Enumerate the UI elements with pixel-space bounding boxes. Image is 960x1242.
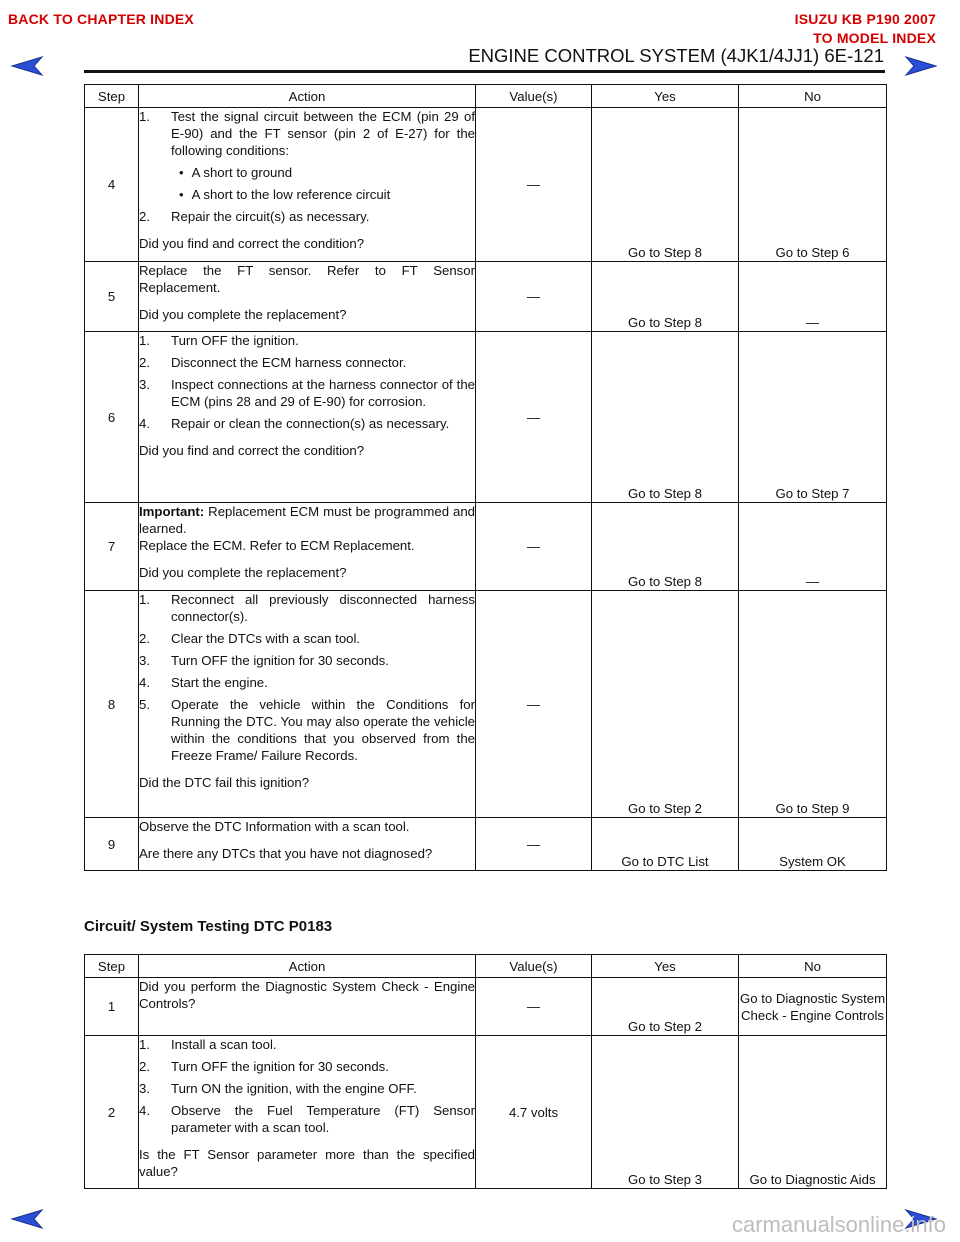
step-value: — (476, 332, 592, 503)
diagnostic-steps-table-1 (84, 84, 887, 871)
step-question: Did you find and correct the condition? (139, 443, 365, 458)
step-question: Did you find and correct the condition? (139, 236, 365, 251)
col-header-values: Value(s) (476, 85, 592, 108)
step-action: 1. Install a scan tool. 2. Turn OFF the ignition for 30 seconds. 3. Turn ON the ignition, with the engine OFF. 4. Observe the Fuel Temperature (FT) Sensor parameter with a scan tool. Is the FT Sensor parameter more than the specified value? (139, 1036, 476, 1189)
step-yes: Go to DTC List (592, 818, 739, 871)
step-yes: Go to Step 2 (592, 978, 739, 1036)
header-rule (84, 70, 885, 73)
step-question: Are there any DTCs that you have not diagnosed? (139, 846, 433, 861)
step-no: — (739, 262, 887, 332)
step-question: Did the DTC fail this ignition? (139, 775, 310, 790)
step-action: 1. Reconnect all previously disconnected harness connector(s). 2. Clear the DTCs with a scan tool. 3. Turn OFF the ignition for 30 seconds. 4. Start the engine. 5. Operate the vehicle within the Conditions for Running the DTC. You may also operate the vehicle within the conditions that you observed from the Freeze Frame/ Failure Records. Did the DTC fail this ignition? (139, 591, 476, 818)
step-no: Go to Diagnostic Aids (739, 1036, 887, 1189)
step-value: — (476, 262, 592, 332)
step-value: — (476, 591, 592, 818)
table-row (85, 818, 887, 871)
table-row (85, 108, 887, 262)
step-question: Did you complete the replacement? (139, 307, 347, 322)
table-row (85, 332, 887, 503)
list-item: • A short to the low reference circuit (179, 186, 475, 203)
step-no: Go to Step 7 (739, 332, 887, 503)
table-header-row (85, 85, 887, 108)
back-to-chapter-index-link[interactable]: BACK TO CHAPTER INDEX (8, 11, 194, 27)
step-number: 8 (85, 591, 139, 818)
section-title: Circuit/ System Testing DTC P0183 (84, 918, 333, 935)
table-row (85, 503, 887, 591)
step-action: 1. Test the signal circuit between the ECM (pin 29 of E-90) and the FT sensor (pin 2 of E-27) for the following conditions: • A short to ground • A short to the low reference circuit 2. Repair the circuit(s) as necessary. Did you find and correct the condition? (139, 108, 476, 262)
col-header-action: Action (139, 955, 476, 978)
step-yes: Go to Step 8 (592, 108, 739, 262)
col-header-yes: Yes (592, 85, 739, 108)
step-no: Go to Diagnostic System Check - Engine Controls (739, 978, 887, 1036)
step-number: 5 (85, 262, 139, 332)
col-header-yes: Yes (592, 955, 739, 978)
col-header-no: No (739, 85, 887, 108)
step-no: — (739, 503, 887, 591)
step-number: 6 (85, 332, 139, 503)
step-number: 2 (85, 1036, 139, 1189)
list-item: • A short to ground (179, 164, 475, 181)
previous-page-arrow-icon[interactable] (10, 55, 44, 77)
step-value: — (476, 108, 592, 262)
step-action: Replace the FT sensor. Refer to FT Sensor Replacement. Did you complete the replacement? (139, 262, 476, 332)
step-no: Go to Step 9 (739, 591, 887, 818)
step-action: Important: Replacement ECM must be programmed and learned. Replace the ECM. Refer to ECM Replacement. Did you complete the replacement? (139, 503, 476, 591)
step-number: 9 (85, 818, 139, 871)
step-question: Did you complete the replacement? (139, 565, 347, 580)
step-yes: Go to Step 2 (592, 591, 739, 818)
step-value: — (476, 503, 592, 591)
watermark: carmanualsonline.info (731, 1212, 946, 1237)
step-value: — (476, 978, 592, 1036)
step-no: Go to Step 6 (739, 108, 887, 262)
diagnostic-steps-table-2 (84, 954, 887, 1189)
step-yes: Go to Step 8 (592, 332, 739, 503)
brand-line: ISUZU KB P190 2007 (794, 11, 936, 27)
col-header-step: Step (85, 955, 139, 978)
col-header-values: Value(s) (476, 955, 592, 978)
step-number: 4 (85, 108, 139, 262)
col-header-step: Step (85, 85, 139, 108)
step-yes: Go to Step 8 (592, 262, 739, 332)
step-action: 1. Turn OFF the ignition. 2. Disconnect the ECM harness connector. 3. Inspect connections at the harness connector of the ECM (pins 28 and 29 of E-90) for corrosion. 4. Repair or clean the connection(s) as necessary. Did you find and correct the condition? (139, 332, 476, 503)
step-action: Observe the DTC Information with a scan tool. Are there any DTCs that you have not diagnosed? (139, 818, 476, 871)
previous-page-arrow-icon[interactable] (10, 1208, 44, 1230)
step-question: Is the FT Sensor parameter more than the specified value? (139, 1147, 475, 1179)
table-header-row (85, 955, 887, 978)
table-row (85, 978, 887, 1036)
step-value: 4.7 volts (476, 1036, 592, 1189)
table-row (85, 262, 887, 332)
col-header-no: No (739, 955, 887, 978)
table-row (85, 591, 887, 818)
step-yes: Go to Step 8 (592, 503, 739, 591)
next-page-arrow-icon[interactable] (904, 55, 938, 77)
step-value: — (476, 818, 592, 871)
table-row (85, 1036, 887, 1189)
important-label: Important: (139, 504, 205, 519)
step-no: System OK (739, 818, 887, 871)
step-number: 1 (85, 978, 139, 1036)
col-header-action: Action (139, 85, 476, 108)
to-model-index-link[interactable]: TO MODEL INDEX (813, 30, 936, 46)
page-header-title: ENGINE CONTROL SYSTEM (4JK1/4JJ1) 6E-121 (468, 45, 884, 66)
step-yes: Go to Step 3 (592, 1036, 739, 1189)
step-action: Did you perform the Diagnostic System Check - Engine Controls? (139, 978, 476, 1036)
step-number: 7 (85, 503, 139, 591)
